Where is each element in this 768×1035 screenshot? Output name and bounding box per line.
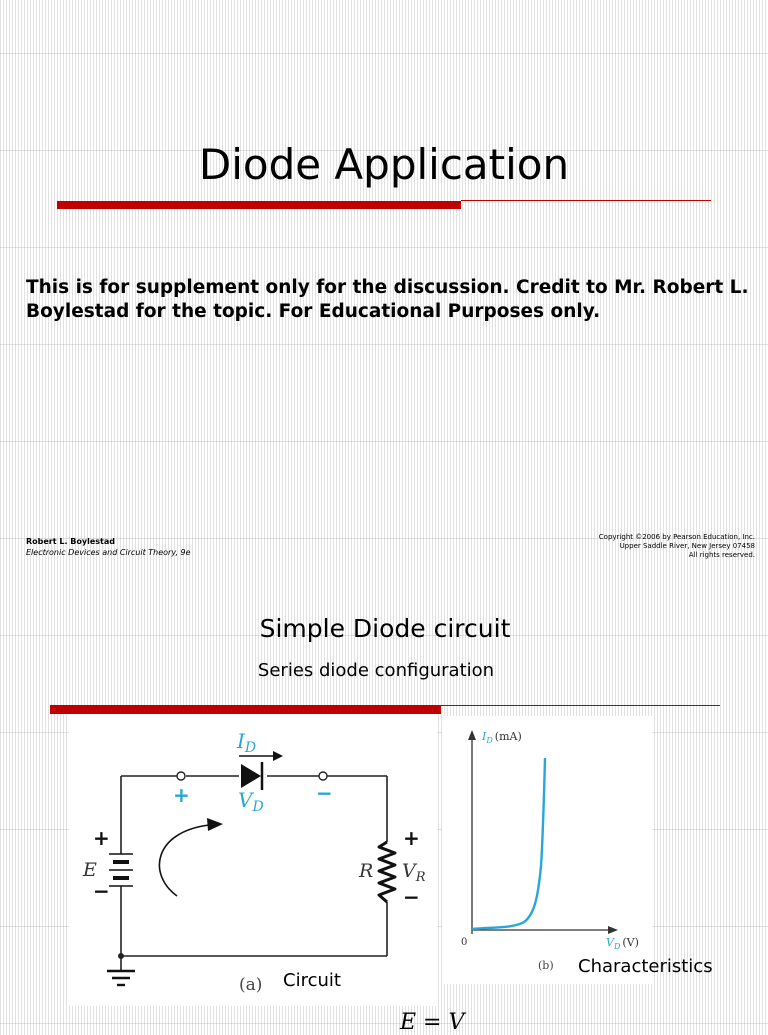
loop-direction-arrow: [159, 818, 223, 896]
ground-node: [118, 953, 124, 959]
vd-label: $V_D$: [238, 788, 264, 815]
terminal-right: [319, 772, 327, 780]
copyright-line-2: Upper Saddle River, New Jersey 07458: [619, 542, 755, 550]
circuit-figure: [69, 714, 437, 1006]
y-axis-label: $I_D$ (mA): [482, 730, 522, 745]
origin-label: 0: [461, 937, 468, 948]
e-label: E: [83, 859, 97, 881]
y-axis-arrow: [468, 730, 476, 740]
x-axis-label: $V_D$ (V): [606, 936, 639, 951]
characteristics-caption: Characteristics: [578, 956, 713, 977]
slide2-underline-thick: [50, 705, 441, 714]
diode-iv-curve: [472, 758, 545, 929]
circuit-caption: Circuit: [283, 970, 341, 991]
terminal-left: [177, 772, 185, 780]
kvl-formula: E = V: [400, 1010, 465, 1035]
ground-symbol: [107, 971, 135, 985]
footer-left: [26, 536, 191, 558]
slide2-subtitle: Series diode configuration: [257, 660, 495, 681]
characteristics-figure: [442, 716, 652, 984]
vd-plus-sign: +: [173, 783, 190, 807]
x-axis-arrow: [608, 926, 618, 934]
iv-characteristic-chart: [442, 716, 652, 984]
title-underline-thick: [57, 201, 461, 209]
vr-minus-sign: −: [403, 885, 420, 909]
title-underline-thin: [461, 200, 711, 201]
slide-body-text: This is for supplement only for the discussion. Credit to Mr. Robert L. Boylestad for the topic. For Educational Purposes only.: [26, 277, 749, 322]
figure-b-label: (b): [538, 959, 554, 972]
copyright-line-3: All rights reserved.: [688, 551, 755, 559]
footer-book: Electronic Devices and Circuit Theory, 9e: [26, 548, 191, 557]
e-minus-sign: −: [93, 879, 110, 903]
e-plus-sign: +: [93, 826, 110, 850]
slide2-title: Simple Diode circuit: [259, 614, 511, 643]
id-label: $I_D$: [237, 729, 257, 756]
circuit-diagram: [69, 714, 437, 1006]
copyright-line-1: Copyright ©2006 by Pearson Education, Inc.: [598, 533, 755, 541]
diode-symbol: [241, 762, 262, 790]
slide-title: Diode Application: [198, 140, 570, 189]
vr-plus-sign: +: [403, 826, 420, 850]
footer-copyright: [599, 533, 755, 560]
figure-a-label: (a): [239, 975, 263, 995]
r-label: R: [359, 860, 374, 882]
resistor-symbol: [379, 842, 395, 902]
vd-minus-sign: −: [316, 781, 333, 805]
footer-author: Robert L. Boylestad: [26, 537, 115, 546]
vr-label: $V_R$: [402, 860, 426, 885]
battery-symbol: [109, 854, 133, 886]
slide2-underline-thin: [441, 705, 720, 706]
